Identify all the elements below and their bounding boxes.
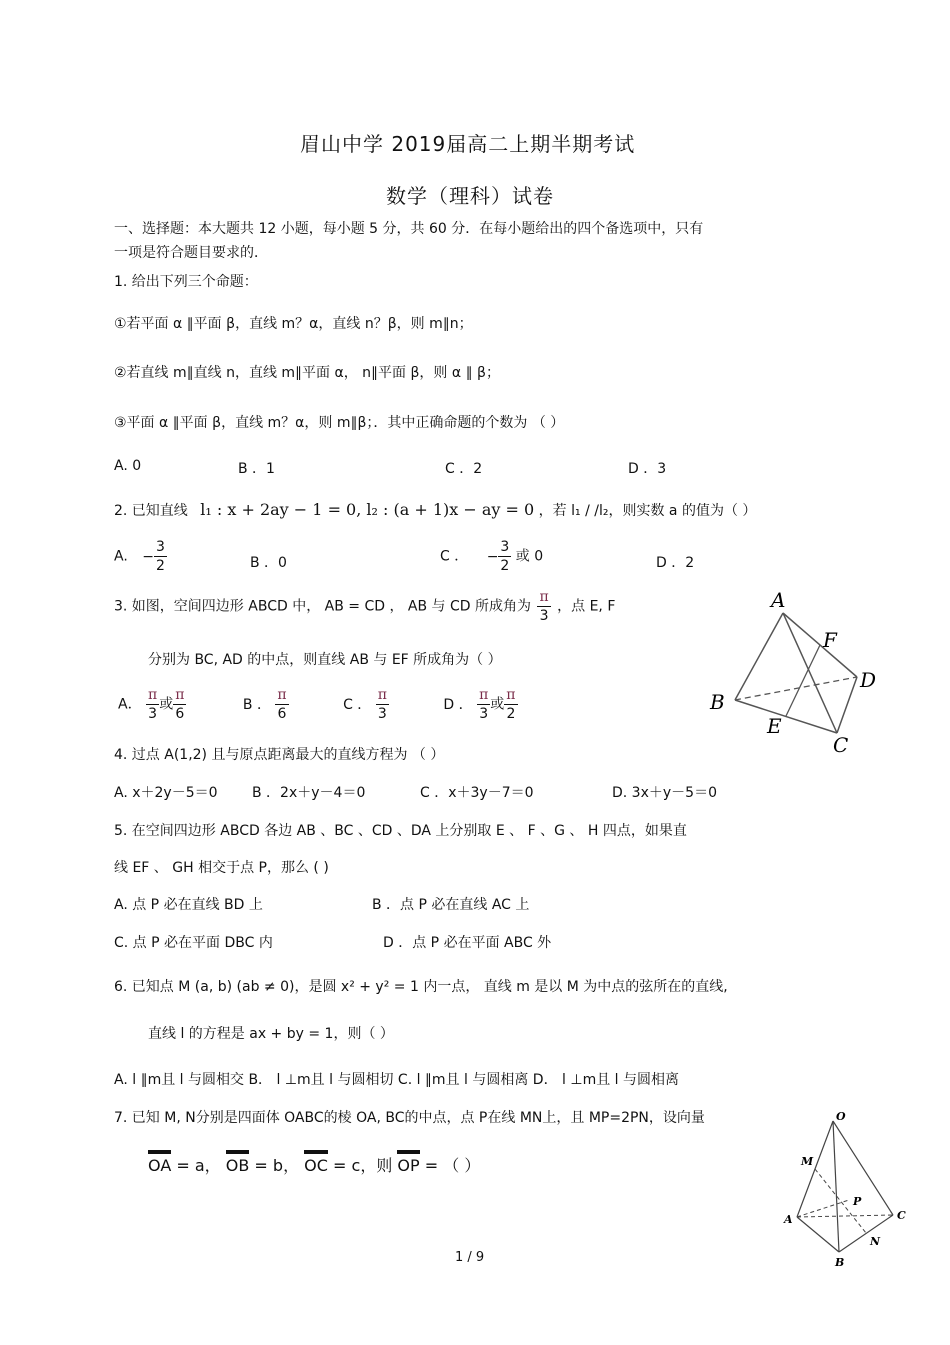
label-a: A: [784, 1213, 793, 1226]
vector-op: OP: [397, 1156, 420, 1175]
q4-option-d: D. 3x＋y－5＝0: [612, 785, 717, 801]
q5-stem-line1: 5. 在空间四边形 ABCD 各边 AB 、BC 、CD 、DA 上分别取 E 、 F 、G 、 H 四点，如果直: [114, 823, 687, 839]
q1-option-d: D ．3: [628, 461, 667, 477]
q4-option-b: B ．2x＋y－4＝0: [252, 785, 366, 801]
q3-stem-line2: 分别为 BC, AD 的中点，则直线 AB 与 EF 所成角为（ ）: [148, 652, 502, 668]
label-e: E: [767, 714, 782, 738]
q6-options: A. l ∥m且 l 与圆相交 B． l ⊥m且 l 与圆相切 C. l ∥m且 l 与圆相离 D． l ⊥m且 l 与圆相离: [114, 1072, 680, 1088]
fraction-3-2: $\frac{3}{2}$: [500, 539, 510, 574]
label-c: C: [897, 1209, 906, 1222]
q3-options: A． $\frac{\pi}{3}$ 或 $\frac{\pi}{6}$ B ． $\frac{\pi}{6}$ C ． $\frac{\pi}{3}$ D ． $\frac{\pi}{3}$ 或 $\frac{\pi}{2}$: [118, 687, 516, 722]
q4-option-a: A. x＋2y－5＝0: [114, 785, 218, 801]
label-f: F: [823, 628, 837, 652]
q5-option-d: D ．点 P 必在平面 ABC 外: [383, 935, 552, 951]
q2-line-equations: l₁ : x + 2ay − 1 = 0, l₂ : (a + 1)x − ay = 0: [200, 500, 535, 519]
q2-option-c: C ． − $\frac{3}{2}$ 或 0: [440, 539, 544, 574]
fraction-3-2: $\frac{3}{2}$: [155, 539, 165, 574]
q2-stem-lead: 2. 已知直线: [114, 503, 188, 519]
label-p: P: [853, 1195, 862, 1208]
label-d: D: [860, 668, 877, 692]
q1-statement-3: ③平面 α ∥平面 β，直线 m？α，则 m∥β；．其中正确命题的个数为 （ ）: [114, 415, 565, 431]
page-number: 1 / 9: [455, 1250, 485, 1265]
label-c: C: [833, 733, 849, 755]
q4-stem: 4. 过点 A(1,2) 且与原点距离最大的直线方程为 （ ）: [114, 747, 445, 763]
q6-stem-line1: 6. 已知点 M (a, b) (ab ≠ 0)，是圆 x² + y² = 1 内一点， 直线 m 是以 M 为中点的弦所在的直线,: [114, 979, 728, 995]
q6-stem-line2: 直线 l 的方程是 ax + by = 1，则（ ）: [148, 1026, 394, 1042]
q1-stem: 1. 给出下列三个命题：: [114, 274, 258, 290]
q7-stem-line2: OA = a， OB = b， OC = c，则 OP = （ ）: [148, 1156, 481, 1175]
q2-option-d: D ．2: [656, 555, 695, 571]
q5-option-c: C. 点 P 必在平面 DBC 内: [114, 935, 273, 951]
label-n: N: [870, 1235, 881, 1248]
q3-stem: 3. 如图，空间四边形 ABCD 中， AB = CD ， AB 与 CD 所成角为 $\frac{\pi}{3}$ ，点 E, F: [114, 589, 616, 624]
page-title: 眉山中学 2019届高二上期半期考试: [300, 132, 636, 156]
page-subtitle: 数学（理科）试卷: [386, 184, 554, 208]
q5-option-b: B ．点 P 必在直线 AC 上: [372, 897, 530, 913]
q1-option-a: A. 0: [114, 458, 142, 474]
q1-option-b: B ．1: [238, 461, 275, 477]
q2-stem: [114, 500, 756, 520]
tetrahedron-abcd-figure: [705, 585, 885, 755]
label-b: B: [835, 1256, 845, 1269]
section-instructions-line1: 一、选择题：本大题共 12 小题，每小题 5 分，共 60 分．在每小题给出的四个备选项中，只有: [114, 221, 704, 237]
label-a: A: [771, 588, 786, 612]
q2-option-b: B ．0: [250, 555, 287, 571]
vector-oc: OC: [304, 1156, 328, 1175]
vector-ob: OB: [225, 1156, 250, 1175]
q5-option-a: A. 点 P 必在直线 BD 上: [114, 897, 263, 913]
q1-option-c: C ．2: [445, 461, 483, 477]
q2-stem-tail: ，若 l₁ / /l₂，则实数 a 的值为（ ）: [538, 503, 757, 519]
label-m: M: [801, 1155, 814, 1168]
vector-oa: OA: [148, 1156, 172, 1175]
q1-statement-2: ②若直线 m∥直线 n，直线 m∥平面 α， n∥平面 β，则 α ∥ β；: [114, 365, 500, 381]
label-b: B: [710, 690, 725, 714]
q2-option-a: A. − $\frac{3}{2}$: [114, 539, 165, 574]
label-o: O: [836, 1110, 846, 1123]
q5-stem-line2: 线 EF 、 GH 相交于点 P，那么 ( ): [114, 860, 329, 876]
tetrahedron-oabc-figure: [775, 1105, 915, 1270]
section-instructions-line2: 一项是符合题目要求的．: [114, 245, 268, 261]
q7-stem-line1: 7. 已知 M, N分别是四面体 OABC的棱 OA, BC的中点，点 P在线 MN上，且 MP=2PN，设向量: [114, 1110, 705, 1126]
q1-statement-1: ①若平面 α ∥平面 β，直线 m？α，直线 n？β，则 m∥n；: [114, 316, 473, 332]
q4-option-c: C ．x＋3y－7＝0: [420, 785, 534, 801]
